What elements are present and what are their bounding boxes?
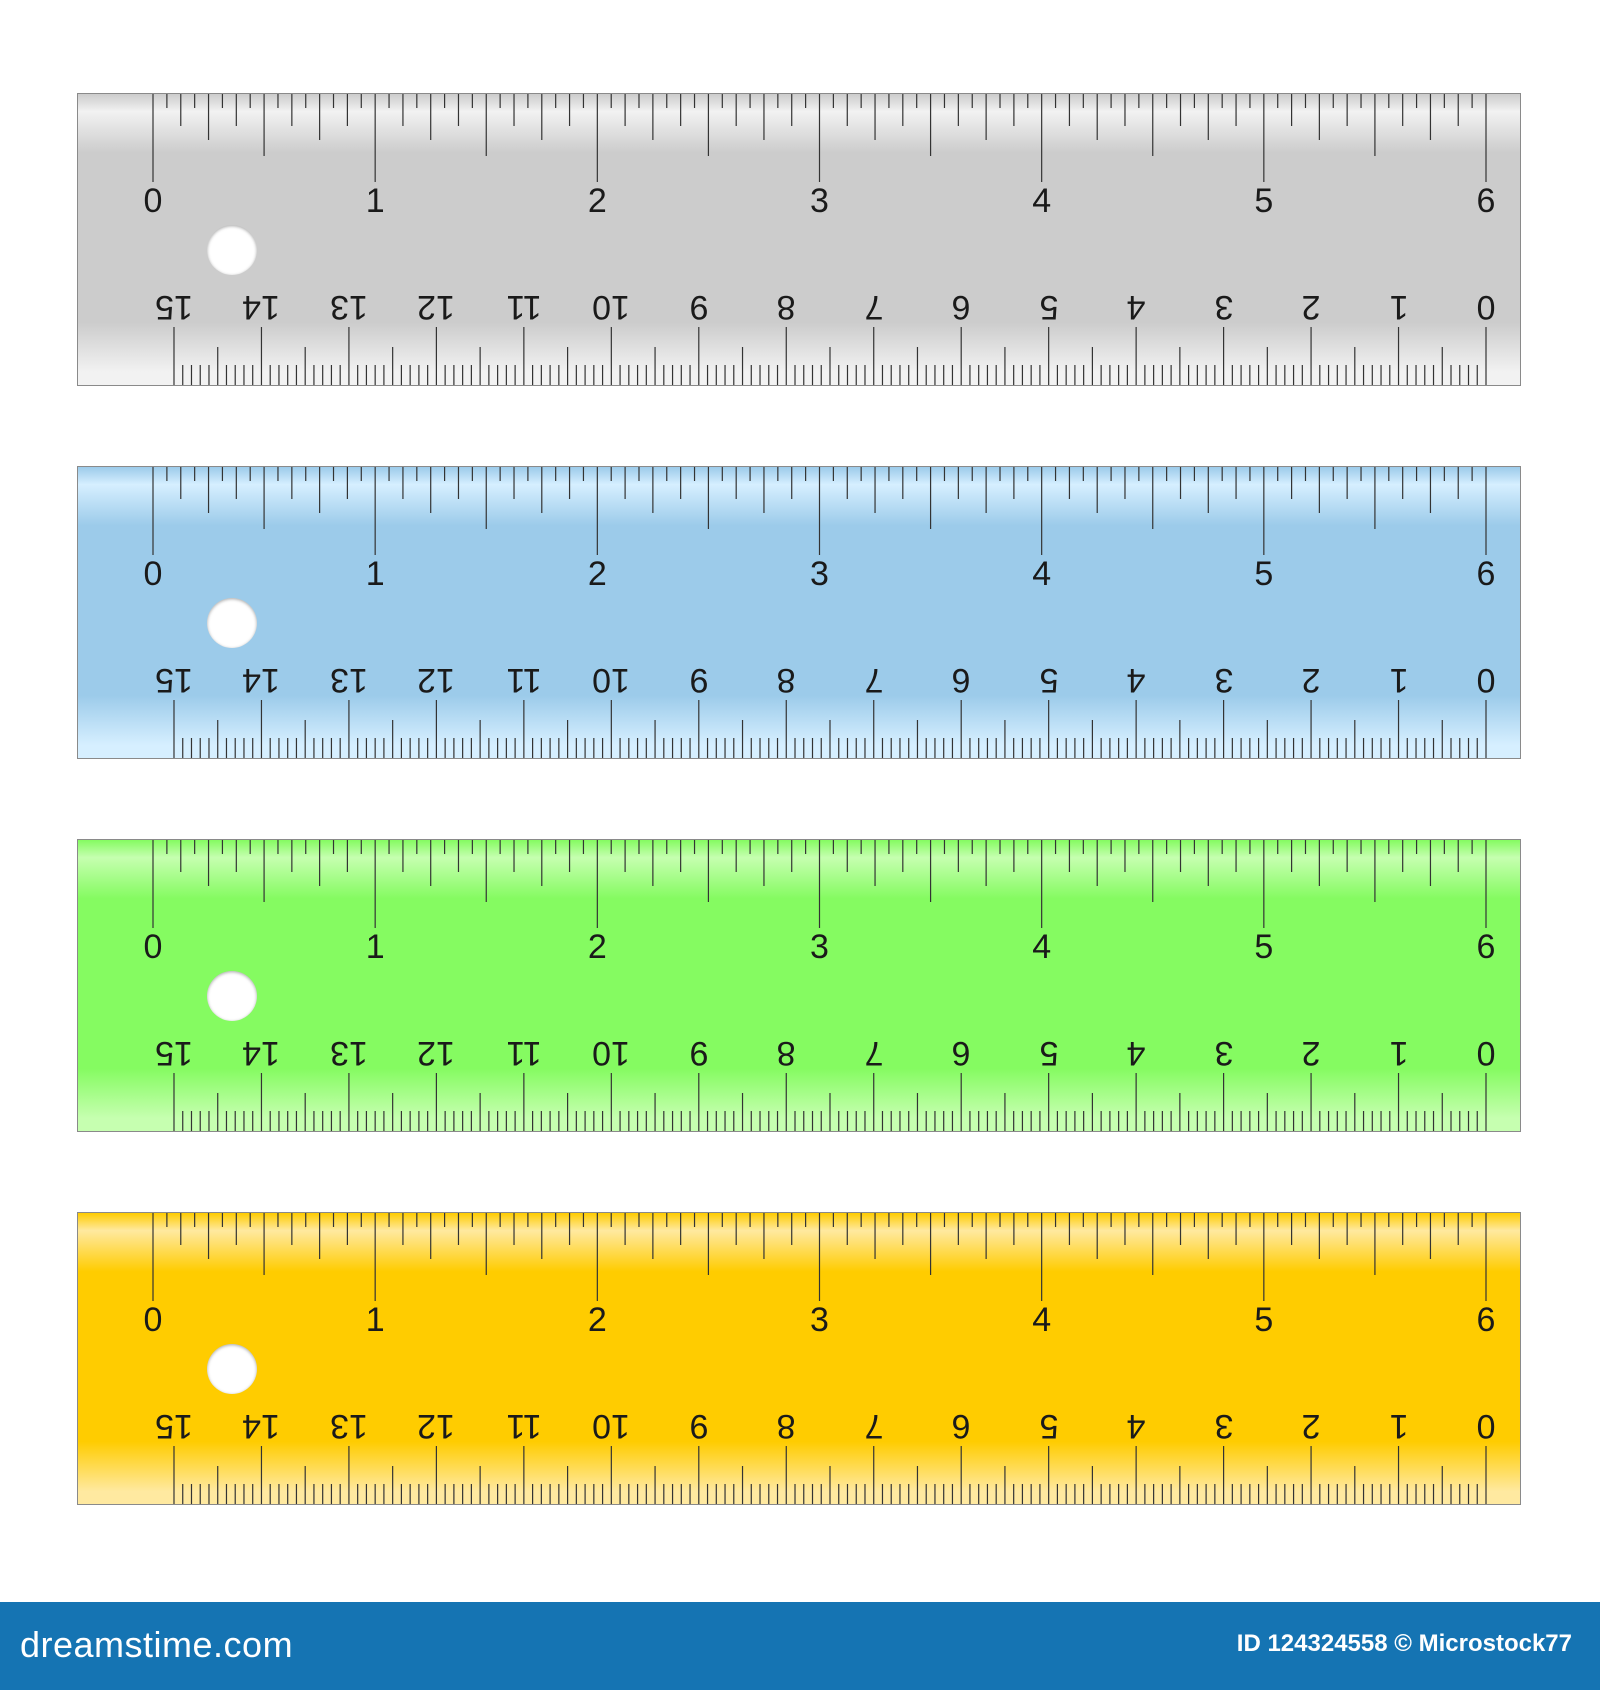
cm-label: 13 [330,661,368,699]
cm-label: 13 [330,1407,368,1445]
ruler-graphic [78,840,1521,1132]
cm-label: 8 [776,288,796,326]
inch-label: 1 [365,182,385,220]
inch-label: 0 [143,1301,163,1339]
inch-label: 6 [1476,928,1496,966]
ruler-body [78,94,1521,386]
cm-label: 2 [1301,1034,1321,1072]
cm-label: 15 [155,288,193,326]
cm-label: 2 [1301,288,1321,326]
inch-label: 4 [1032,1301,1052,1339]
cm-label: 14 [242,661,281,699]
cm-label: 6 [951,1407,971,1445]
cm-label: 6 [951,288,971,326]
cm-label: 12 [417,288,456,326]
ruler-hole [207,971,257,1021]
green-ruler [77,839,1521,1132]
inch-label: 5 [1254,182,1274,220]
brand-watermark: dreamstime.com [20,1624,294,1665]
inch-label: 3 [810,928,829,966]
watermark-footer [0,1602,1600,1690]
cm-label: 13 [330,1034,368,1072]
cm-label: 6 [951,1034,971,1072]
ruler-body [78,467,1521,759]
cm-label: 11 [506,288,542,326]
inch-label: 6 [1476,182,1496,220]
inch-label: 2 [587,182,607,220]
cm-label: 4 [1126,661,1146,699]
cm-label: 0 [1476,661,1496,699]
cm-label: 7 [864,288,884,326]
inch-label: 0 [143,928,163,966]
inch-label: 4 [1032,555,1052,593]
yellow-ruler [77,1212,1521,1505]
cm-label: 1 [1389,1407,1408,1445]
cm-label: 3 [1214,661,1234,699]
cm-label: 3 [1214,288,1234,326]
cm-label: 7 [864,661,884,699]
ruler-body [78,1213,1521,1505]
cm-label: 13 [330,288,368,326]
cm-label: 10 [592,661,631,699]
cm-label: 0 [1476,288,1496,326]
cm-label: 5 [1039,661,1059,699]
cm-label: 2 [1301,661,1321,699]
cm-label: 1 [1389,661,1408,699]
inch-label: 6 [1476,555,1496,593]
cm-label: 4 [1126,1407,1146,1445]
inch-label: 5 [1254,1301,1274,1339]
cm-label: 11 [506,1407,542,1445]
inch-label: 5 [1254,928,1274,966]
cm-label: 8 [776,1407,796,1445]
cm-label: 3 [1214,1407,1234,1445]
cm-label: 5 [1039,1407,1059,1445]
inch-label: 0 [143,555,163,593]
cm-label: 15 [155,1407,193,1445]
cm-label: 4 [1126,288,1146,326]
cm-label: 8 [776,1034,796,1072]
inch-label: 5 [1254,555,1274,593]
image-credit: ID 124324558 © Microstock77 [1236,1630,1572,1657]
ruler-hole [207,598,257,648]
cm-label: 15 [155,1034,193,1072]
inch-label: 4 [1032,928,1052,966]
cm-label: 5 [1039,1034,1059,1072]
cm-label: 6 [951,661,971,699]
gray-ruler [77,93,1521,386]
inch-label: 1 [365,1301,385,1339]
cm-label: 12 [417,661,456,699]
ruler-graphic [78,94,1521,386]
inch-label: 2 [587,555,607,593]
inch-label: 3 [810,555,829,593]
inch-label: 1 [365,928,385,966]
ruler-graphic [78,467,1521,759]
cm-label: 9 [689,1034,709,1072]
cm-label: 1 [1389,288,1408,326]
cm-label: 10 [592,288,631,326]
inch-label: 6 [1476,1301,1496,1339]
cm-label: 5 [1039,288,1059,326]
blue-ruler [77,466,1521,759]
cm-label: 8 [776,661,796,699]
ruler-body [78,840,1521,1132]
cm-label: 11 [506,1034,542,1072]
ruler-hole [207,225,257,275]
inch-label: 4 [1032,182,1052,220]
cm-label: 9 [689,661,709,699]
cm-label: 14 [242,1407,281,1445]
cm-label: 1 [1389,1034,1408,1072]
cm-label: 14 [242,288,281,326]
cm-label: 7 [864,1407,884,1445]
cm-label: 4 [1126,1034,1146,1072]
inch-label: 2 [587,1301,607,1339]
inch-label: 3 [810,1301,829,1339]
cm-label: 3 [1214,1034,1234,1072]
cm-label: 7 [864,1034,884,1072]
inch-label: 0 [143,182,163,220]
cm-label: 10 [592,1407,631,1445]
cm-label: 10 [592,1034,631,1072]
ruler-graphic [78,1213,1521,1505]
cm-label: 9 [689,288,709,326]
cm-label: 14 [242,1034,281,1072]
cm-label: 2 [1301,1407,1321,1445]
ruler-hole [207,1344,257,1394]
cm-label: 11 [506,661,542,699]
cm-label: 15 [155,661,193,699]
cm-label: 9 [689,1407,709,1445]
cm-label: 12 [417,1034,456,1072]
cm-label: 0 [1476,1034,1496,1072]
inch-label: 2 [587,928,607,966]
cm-label: 0 [1476,1407,1496,1445]
cm-label: 12 [417,1407,456,1445]
inch-label: 1 [365,555,385,593]
inch-label: 3 [810,182,829,220]
